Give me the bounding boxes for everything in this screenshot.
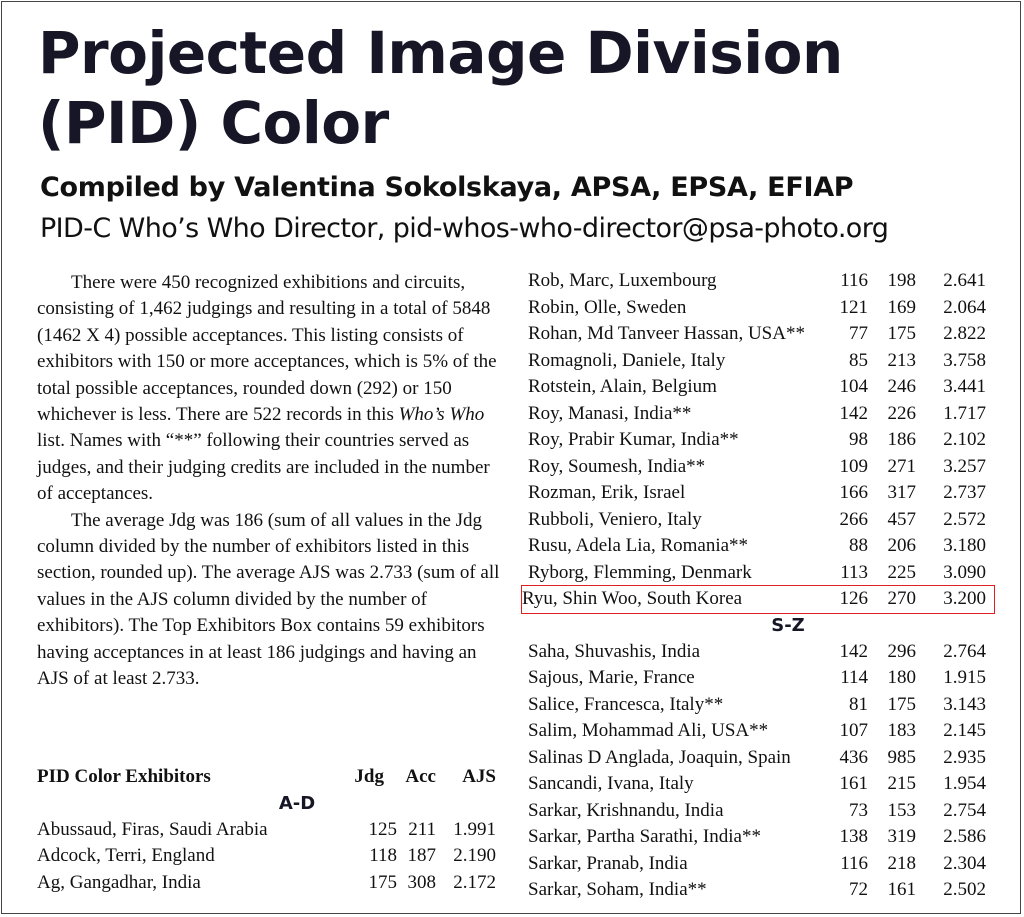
intro-p1-b: list. Names with “**” following their countries served as judges, and their judging credits are included in the number of acceptances.: [37, 430, 490, 505]
cell-jdg: 266: [839, 508, 868, 530]
cell-acc: 161: [887, 879, 916, 900]
intro-text: [37, 270, 507, 693]
table-row: [528, 665, 988, 692]
cell-name: Roy, Prabir Kumar, India**: [528, 429, 739, 450]
table-row: [37, 843, 507, 870]
section-s-z: S-Z: [771, 614, 805, 636]
cell-name: Rohan, Md Tanveer Hassan, USA**: [528, 323, 805, 344]
left-rows: [37, 817, 507, 897]
table-row: [522, 586, 994, 613]
cell-jdg: 109: [839, 455, 868, 477]
table-row: [528, 745, 988, 772]
table-row: [528, 639, 988, 666]
cell-ajs: 1.717: [943, 402, 986, 424]
table-row: [528, 851, 988, 878]
header-ajs: AJS: [462, 766, 496, 787]
table-row: [528, 560, 988, 587]
cell-ajs: 2.190: [453, 845, 496, 866]
cell-name: Saha, Shuvashis, India: [528, 640, 701, 662]
cell-name: Romagnoli, Daniele, Italy: [528, 349, 726, 371]
cell-name: Salice, Francesca, Italy**: [528, 693, 724, 715]
cell-ajs: 2.764: [943, 640, 986, 662]
cell-ajs: 3.090: [943, 561, 986, 583]
right-exhibitor-table: [522, 268, 988, 904]
cell-ajs: 3.143: [943, 693, 986, 715]
cell-ajs: 2.172: [453, 871, 496, 893]
table-row: [528, 321, 988, 348]
cell-jdg: 114: [840, 667, 868, 688]
cell-name: Sarkar, Krishnandu, India: [528, 799, 724, 821]
cell-acc: 198: [887, 270, 916, 291]
cell-ajs: 2.822: [943, 323, 986, 344]
cell-jdg: 116: [840, 270, 868, 291]
cell-name: Robin, Olle, Sweden: [528, 296, 687, 318]
table-row: [528, 877, 988, 904]
cell-acc: 319: [887, 826, 916, 847]
cell-jdg: 118: [369, 845, 397, 866]
cell-acc: 308: [407, 871, 436, 893]
cell-ajs: 3.180: [943, 535, 986, 556]
header-acc: Acc: [405, 766, 436, 787]
cell-jdg: 175: [368, 871, 397, 893]
header-jdg: Jdg: [354, 766, 384, 787]
cell-jdg: 85: [849, 349, 868, 371]
cell-jdg: 436: [839, 746, 868, 768]
table-row: [528, 480, 988, 507]
cell-ajs: 2.102: [943, 429, 986, 450]
left-exhibitor-table: [37, 764, 507, 896]
cell-name: Salinas D Anglada, Joaquin, Spain: [528, 746, 791, 768]
cell-jdg: 73: [849, 799, 868, 821]
cell-jdg: 88: [849, 535, 868, 556]
intro-p1-italic: Who’s Who: [398, 404, 485, 426]
cell-name: Abussaud, Firas, Saudi Arabia: [37, 818, 268, 840]
cell-acc: 246: [887, 376, 916, 397]
cell-acc: 183: [887, 720, 916, 741]
table-row: [528, 454, 988, 481]
rows-s: [528, 639, 988, 904]
cell-ajs: 2.304: [943, 852, 986, 874]
cell-jdg: 98: [849, 429, 868, 450]
table-row: [528, 401, 988, 428]
cell-acc: 211: [408, 818, 436, 840]
cell-name: Rob, Marc, Luxembourg: [528, 270, 717, 291]
cell-ajs: 1.954: [943, 773, 986, 794]
cell-name: Rubboli, Veniero, Italy: [528, 508, 702, 530]
cell-name: Roy, Soumesh, India**: [528, 455, 706, 477]
header-name: PID Color Exhibitors: [37, 766, 211, 787]
cell-acc: 457: [887, 508, 916, 530]
cell-ajs: 2.754: [943, 799, 986, 821]
cell-name: Salim, Mohammad Ali, USA**: [528, 720, 769, 741]
cell-jdg: 72: [849, 879, 868, 900]
cell-ajs: 1.915: [943, 667, 986, 688]
table-row: [528, 533, 988, 560]
cell-jdg: 107: [839, 720, 868, 741]
cell-name: Ryborg, Flemming, Denmark: [528, 561, 752, 583]
table-row: [37, 817, 507, 844]
table-row: [528, 798, 988, 825]
cell-acc: 317: [887, 482, 916, 503]
table-row: [528, 348, 988, 375]
cell-name: Ryu, Shin Woo, South Korea: [522, 588, 743, 609]
cell-name: Rotstein, Alain, Belgium: [528, 376, 717, 397]
table-row: [528, 771, 988, 798]
intro-paragraph-1: [37, 270, 507, 508]
cell-ajs: 2.572: [943, 508, 986, 530]
cell-name: Sajous, Marie, France: [528, 667, 695, 688]
cell-jdg: 121: [839, 296, 868, 318]
title-line-1: Projected Image Division: [38, 19, 843, 87]
cell-acc: 226: [887, 402, 916, 424]
cell-acc: 187: [407, 845, 436, 866]
cell-name: Adcock, Terri, England: [37, 845, 215, 866]
cell-ajs: 2.641: [943, 270, 986, 291]
cell-name: Rozman, Erik, Israel: [528, 482, 686, 503]
cell-jdg: 125: [368, 818, 397, 840]
cell-jdg: 161: [839, 773, 868, 794]
cell-acc: 153: [887, 799, 916, 821]
cell-name: Rusu, Adela Lia, Romania**: [528, 535, 749, 556]
cell-ajs: 2.064: [943, 296, 986, 318]
cell-acc: 225: [887, 561, 916, 583]
table-row: [528, 507, 988, 534]
cell-jdg: 126: [839, 588, 868, 609]
cell-name: Roy, Manasi, India**: [528, 402, 692, 424]
table-row: [528, 718, 988, 745]
section-a-d: A-D: [278, 792, 316, 814]
intro-p1-a: There were 450 recognized exhibitions and circuits, consisting of 1,462 judgings and resulting in a total of 5848 (1462 X 4) possible acceptances. This listing consists of exhibitors with 150 or more acceptances, which is 5% of the total possible acceptances, rounded down (292) or 150 whichever is less. There are 522 records in this: [37, 272, 497, 426]
table-row: [528, 824, 988, 851]
cell-acc: 218: [887, 852, 916, 874]
cell-jdg: 166: [839, 482, 868, 503]
cell-ajs: 3.441: [943, 376, 986, 397]
cell-acc: 296: [887, 640, 916, 662]
rows-r: [522, 268, 988, 613]
cell-ajs: 1.991: [453, 818, 496, 840]
cell-ajs: 2.145: [943, 720, 986, 741]
table-row: [37, 870, 507, 897]
cell-acc: 175: [887, 693, 916, 715]
cell-acc: 271: [887, 455, 916, 477]
compiled-by: Compiled by Valentina Sokolskaya, APSA, EPSA, EFIAP: [40, 172, 854, 203]
director-line: PID-C Who’s Who Director, pid-whos-who-director@psa-photo.org: [40, 213, 889, 244]
cell-name: Sarkar, Partha Sarathi, India**: [528, 826, 761, 847]
cell-ajs: 2.935: [943, 746, 986, 768]
cell-acc: 206: [887, 535, 916, 556]
table-row: [528, 295, 988, 322]
cell-acc: 270: [887, 588, 916, 609]
cell-acc: 180: [887, 667, 916, 688]
cell-jdg: 104: [839, 376, 868, 397]
cell-ajs: 3.758: [943, 349, 986, 371]
cell-jdg: 77: [849, 323, 868, 344]
cell-ajs: 2.502: [943, 879, 986, 900]
cell-ajs: 3.257: [943, 455, 986, 477]
cell-acc: 186: [887, 429, 916, 450]
cell-jdg: 113: [840, 561, 868, 583]
cell-acc: 215: [887, 773, 916, 794]
cell-name: Sarkar, Pranab, India: [528, 852, 688, 874]
cell-ajs: 3.200: [943, 588, 986, 609]
cell-jdg: 116: [840, 852, 868, 874]
cell-ajs: 2.586: [943, 826, 986, 847]
cell-name: Sarkar, Soham, India**: [528, 879, 707, 900]
intro-paragraph-2: The average Jdg was 186 (sum of all values in the Jdg column divided by the number of exhibitors listed in this section, rounded up). The average AJS was 2.733 (sum of all values in the AJS column divided by the number of exhibitors). The Top Exhibitors Box contains 59 exhibitors having acceptances in at least 186 judgings and having an AJS of at least 2.733.: [37, 509, 500, 690]
cell-acc: 985: [887, 746, 916, 768]
cell-jdg: 142: [839, 402, 868, 424]
cell-acc: 213: [887, 349, 916, 371]
title-line-2: (PID) Color: [38, 89, 389, 157]
cell-acc: 175: [887, 323, 916, 344]
table-header: [37, 764, 507, 791]
page-title: [38, 18, 843, 158]
cell-jdg: 138: [839, 826, 868, 847]
table-row: [528, 692, 988, 719]
table-row: [528, 374, 988, 401]
cell-acc: 169: [887, 296, 916, 318]
cell-ajs: 2.737: [943, 482, 986, 503]
cell-name: Sancandi, Ivana, Italy: [528, 773, 694, 794]
table-row: [528, 427, 988, 454]
cell-name: Ag, Gangadhar, India: [37, 871, 201, 893]
cell-jdg: 81: [849, 693, 868, 715]
cell-jdg: 142: [839, 640, 868, 662]
table-row: [528, 268, 988, 295]
